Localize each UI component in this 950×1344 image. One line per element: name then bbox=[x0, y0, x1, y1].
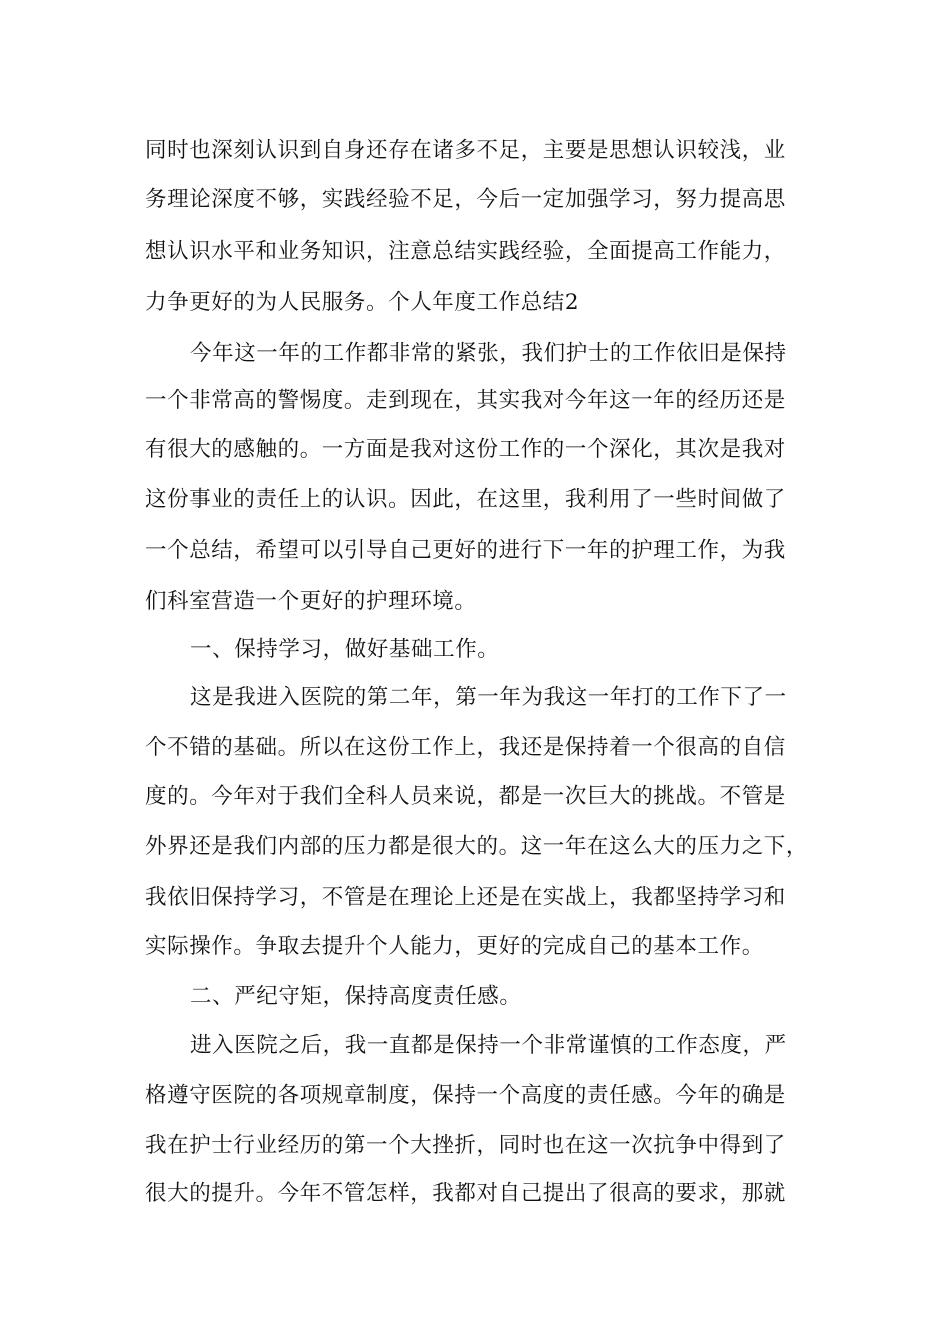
text-line: 我依旧保持学习，不管是在理论上还是在实战上，我都坚持学习和 bbox=[145, 885, 786, 910]
text-line: 有很大的感触的。一方面是我对这份工作的一个深化，其次是我对 bbox=[145, 437, 786, 462]
text-line: 进入医院之后，我一直都是保持一个非常谨慎的工作态度，严 bbox=[190, 1033, 787, 1058]
text-line: 务理论深度不够，实践经验不足，今后一定加强学习，努力提高思 bbox=[145, 187, 786, 212]
text-line: 同时也深刻认识到自身还存在诸多不足，主要是思想认识较浅，业 bbox=[145, 138, 786, 163]
section-heading: 二、严纪守矩，保持高度责任感。 bbox=[190, 984, 522, 1009]
text-line: 我在护士行业经历的第一个大挫折，同时也在这一次抗争中得到了 bbox=[145, 1133, 786, 1158]
text-line: 个不错的基础。所以在这份工作上，我还是保持着一个很高的自信 bbox=[145, 735, 786, 760]
text-line: 一个总结，希望可以引导自己更好的进行下一年的护理工作，为我 bbox=[145, 538, 786, 563]
text-line: 今年这一年的工作都非常的紧张，我们护士的工作依旧是保持 bbox=[190, 341, 787, 366]
text-line: 这份事业的责任上的认识。因此，在这里，我利用了一些时间做了 bbox=[145, 487, 786, 512]
text-line: 很大的提升。今年不管怎样，我都对自己提出了很高的要求，那就 bbox=[145, 1181, 786, 1206]
text-line: 一个非常高的警惕度。走到现在，其实我对今年这一年的经历还是 bbox=[145, 388, 786, 413]
text-line: 们科室营造一个更好的护理环境。 bbox=[145, 589, 477, 614]
text-line: 实际操作。争取去提升个人能力，更好的完成自己的基本工作。 bbox=[145, 934, 764, 959]
text-line: 外界还是我们内部的压力都是很大的。这一年在这么大的压力之下， bbox=[145, 834, 809, 859]
text-line: 力争更好的为人民服务。个人年度工作总结2 bbox=[145, 290, 580, 315]
text-line: 格遵守医院的各项规章制度，保持一个高度的责任感。今年的确是 bbox=[145, 1083, 786, 1108]
text-line: 度的。今年对于我们全科人员来说，都是一次巨大的挑战。不管是 bbox=[145, 784, 786, 809]
text-line: 这是我进入医院的第二年，第一年为我这一年打的工作下了一 bbox=[190, 685, 787, 710]
section-heading: 一、保持学习，做好基础工作。 bbox=[190, 637, 500, 662]
text-line: 想认识水平和业务知识，注意总结实践经验，全面提高工作能力， bbox=[145, 239, 786, 264]
